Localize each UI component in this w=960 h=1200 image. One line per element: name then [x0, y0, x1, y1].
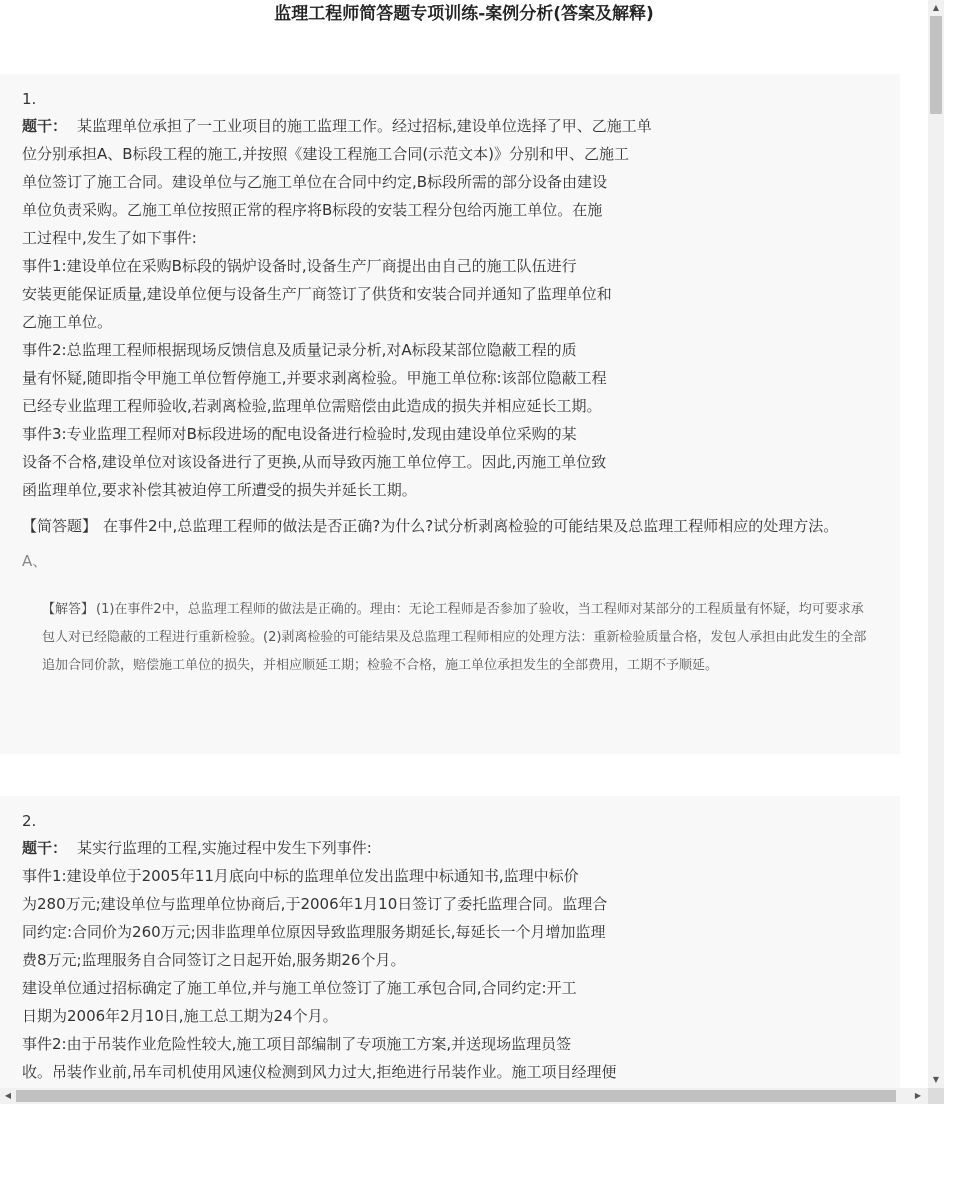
- stem-line: 函监理单位,要求补偿其被迫停工所遭受的损失并延长工期。: [22, 481, 417, 499]
- stem-line: 乙施工单位。: [22, 313, 113, 331]
- stem-line: 日期为2006年2月10日,施工总工期为24个月。: [22, 1007, 338, 1025]
- horizontal-scrollbar[interactable]: [0, 1088, 928, 1104]
- stem-line: 为280万元;建设单位与监理单位协商后,于2006年1月10日签订了委托监理合同。监理合: [22, 895, 608, 913]
- stem-line: 事件2:由于吊装作业危险性较大,施工项目部编制了专项施工方案,并送现场监理员签: [22, 1035, 572, 1053]
- stem-text: 某实行监理的工程,实施过程中发生下列事件:: [77, 839, 372, 857]
- stem-line: 事件1:建设单位在采购B标段的锅炉设备时,设备生产厂商提出由自己的施工队伍进行: [22, 257, 577, 275]
- stem-line: 已经专业监理工程师验收,若剥离检验,监理单位需赔偿由此造成的损失并相应延长工期。: [22, 397, 602, 415]
- stem-line: 单位签订了施工合同。建设单位与乙施工单位在合同中约定,B标段所需的部分设备由建设: [22, 173, 608, 191]
- answer-label: 【解答】: [42, 602, 95, 617]
- stem-line: [22, 834, 878, 862]
- scroll-right-arrow-icon[interactable]: ▶: [914, 1091, 922, 1100]
- stem-text: 某监理单位承担了一工业项目的施工监理工作。经过招标,建设单位选择了甲、乙施工单: [77, 117, 652, 135]
- stem-line: 收。吊装作业前,吊车司机使用风速仪检测到风力过大,拒绝进行吊装作业。施工项目经理便: [22, 1063, 617, 1081]
- stem-line: 同约定:合同价为260万元;因非监理单位原因导致监理服务期延长,每延长一个月增加监理: [22, 923, 606, 941]
- question-card-1: [0, 74, 900, 754]
- stem-line: 设备不合格,建设单位对该设备进行了更换,从而导致丙施工单位停工。因此,丙施工单位致: [22, 453, 607, 471]
- scroll-left-arrow-icon[interactable]: ◀: [4, 1091, 12, 1100]
- question-type-label: 【简答题】: [22, 517, 98, 535]
- scrollbar-corner: [928, 1088, 944, 1104]
- question-stem: [22, 834, 878, 1086]
- question-number: 2.: [22, 812, 37, 830]
- question-stem: [22, 112, 878, 504]
- stem-line: 事件2:总监理工程师根据现场反馈信息及质量记录分析,对A标段某部位隐蔽工程的质: [22, 341, 577, 359]
- question-card-2: [0, 796, 900, 1088]
- stem-line: 事件1:建设单位于2005年11月底向中标的监理单位发出监理中标通知书,监理中标价: [22, 867, 579, 885]
- stem-line: 量有怀疑,随即指令甲施工单位暂停施工,并要求剥离检验。甲施工单位称:该部位隐蔽工程: [22, 369, 607, 387]
- question-text: 在事件2中,总监理工程师的做法是否正确?为什么?试分析剥离检验的可能结果及总监理工程师相应的处理方法。: [103, 517, 839, 535]
- stem-label: 题干：: [22, 117, 68, 135]
- stem-label: 题干：: [22, 839, 68, 857]
- stem-line: 事件3:专业监理工程师对B标段进场的配电设备进行检验时,发现由建设单位采购的某: [22, 425, 577, 443]
- vertical-scroll-thumb[interactable]: [930, 16, 942, 114]
- stem-line: 建设单位通过招标确定了施工单位,并与施工单位签订了施工承包合同,合同约定:开工: [22, 979, 577, 997]
- vertical-scrollbar[interactable]: [928, 0, 944, 1088]
- short-answer-question: [22, 512, 872, 540]
- stem-line: 安装更能保证质量,建设单位便与设备生产厂商签订了供货和安装合同并通知了监理单位和: [22, 285, 612, 303]
- stem-line: 工过程中,发生了如下事件:: [22, 229, 197, 247]
- stem-line: 位分别承担A、B标段工程的施工,并按照《建设工程施工合同(示范文本)》分别和甲、乙施工: [22, 145, 630, 163]
- question-number: 1.: [22, 90, 37, 108]
- horizontal-scroll-thumb[interactable]: [16, 1090, 896, 1102]
- page-title: 监理工程师简答题专项训练-案例分析(答案及解释): [274, 4, 654, 24]
- stem-line: 费8万元;监理服务自合同签订之日起开始,服务期26个月。: [22, 951, 406, 969]
- stem-line: [22, 112, 878, 140]
- stem-line: 单位负责采购。乙施工单位按照正常的程序将B标段的安装工程分包给丙施工单位。在施: [22, 201, 603, 219]
- scroll-up-arrow-icon[interactable]: ▲: [932, 3, 940, 12]
- answer-text: (1)在事件2中，总监理工程师的做法是正确的。理由：无论工程师是否参加了验收，当工程师对某部分的工程质量有怀疑，均可要求承包人对已经隐蔽的工程进行重新检验。(2)剥离检验的可能结果及总监理工程师相应的处理方法：重新检验质量合格，发包人承担由此发生的全部追加合同价款，赔偿施工单位的损失，并相应顺延工期；检验不合格，施工单位承担发生的全部费用，工期不予顺延。: [42, 602, 867, 673]
- scroll-down-arrow-icon[interactable]: ▼: [932, 1075, 940, 1084]
- answer-explanation: [42, 596, 874, 680]
- answer-option[interactable]: A、: [22, 552, 48, 570]
